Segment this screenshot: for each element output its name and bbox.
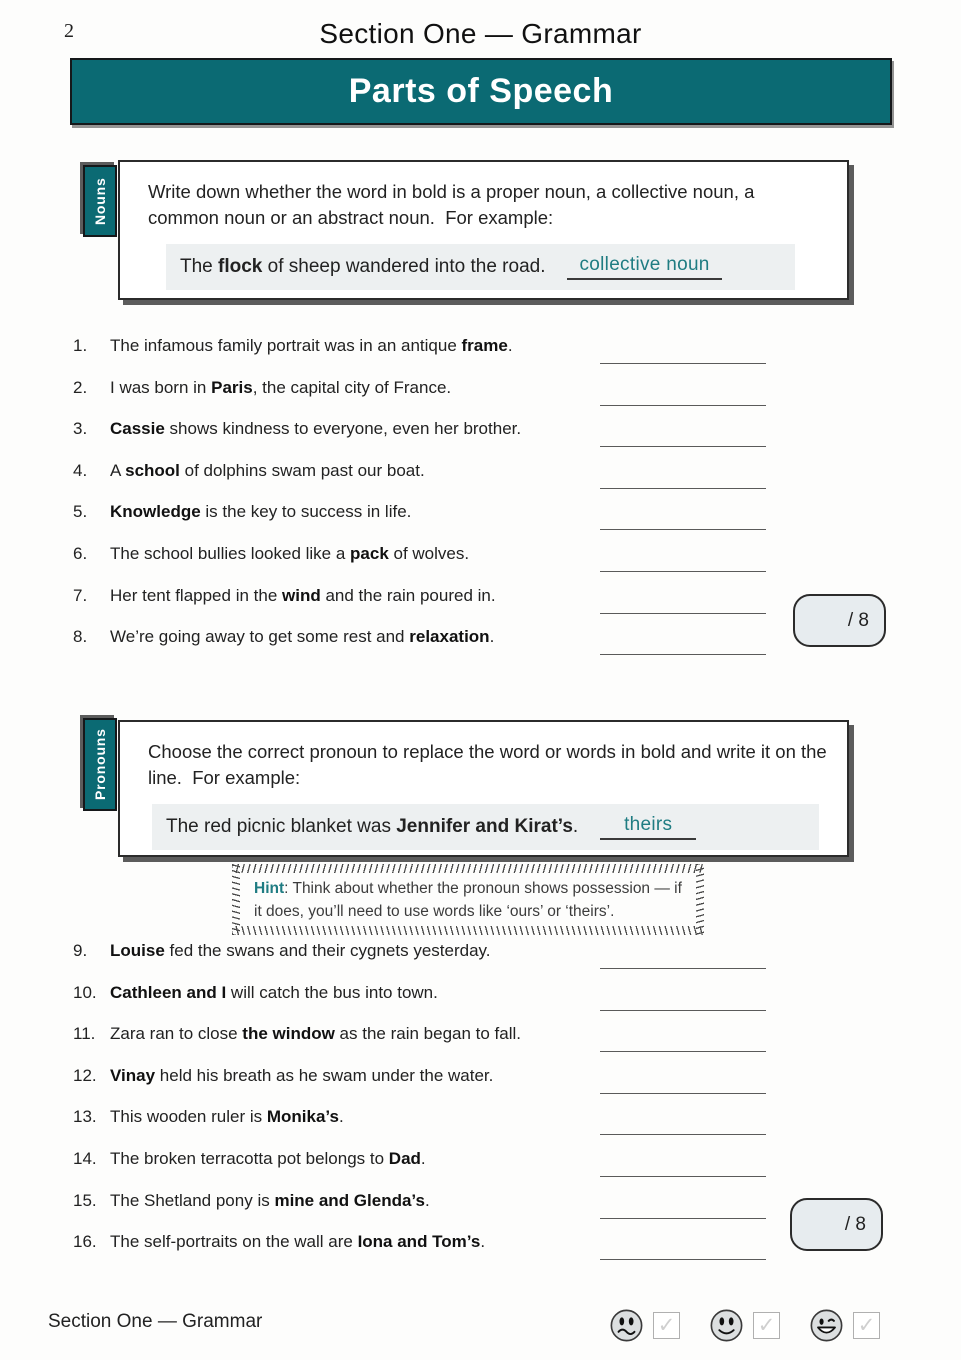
- nouns-instruction-card: [118, 160, 849, 300]
- footer-section-title: Section One — Grammar: [48, 1311, 263, 1332]
- question-text: Cathleen and I will catch the bus into town.: [110, 982, 438, 1002]
- question-text: This wooden ruler is Monika’s.: [110, 1107, 344, 1127]
- question-number: 8.: [73, 627, 88, 647]
- nouns-score-label: / 8: [847, 609, 869, 631]
- question-row-1: [0, 336, 961, 378]
- question-text: A school of dolphins swam past our boat.: [110, 460, 425, 480]
- question-text: The self-portraits on the wall are Iona and Tom’s.: [110, 1232, 486, 1252]
- worried-face-icon: [610, 1309, 643, 1342]
- happy-checkbox[interactable]: ✓: [853, 1312, 880, 1339]
- hint-label: Hint: [254, 880, 285, 897]
- question-number: 4.: [73, 460, 88, 480]
- question-row-12: [0, 1066, 961, 1108]
- answer-blank-line[interactable]: [600, 446, 766, 447]
- pronouns-score-label: / 8: [844, 1213, 866, 1235]
- answer-blank-line[interactable]: [600, 571, 766, 572]
- topic-banner-title: Parts of Speech: [348, 72, 614, 110]
- question-number: 9.: [73, 941, 88, 960]
- question-number: 5.: [73, 502, 88, 522]
- pronouns-instruction-text: Choose the correct pronoun to replace the word or words in bold and write it on the line. For example:: [148, 741, 832, 788]
- answer-blank-line[interactable]: [600, 1176, 766, 1177]
- question-row-13: [0, 1107, 961, 1149]
- question-text: Louise fed the swans and their cygnets yesterday.: [110, 941, 491, 960]
- question-number: 10.: [73, 982, 97, 1002]
- question-number: 15.: [73, 1190, 97, 1210]
- page-number: 2: [64, 20, 74, 42]
- answer-blank-line[interactable]: [600, 1218, 766, 1219]
- question-number: 14.: [73, 1148, 97, 1168]
- nouns-section-tab: Nouns: [83, 165, 117, 237]
- question-row-9: [0, 941, 961, 983]
- nouns-score-box: [793, 594, 886, 647]
- question-text: The school bullies looked like a pack of wolves.: [110, 543, 470, 563]
- nouns-example-sentence: The flock of sheep wandered into the road.: [180, 256, 546, 277]
- question-text: Her tent flapped in the wind and the rain poured in.: [110, 585, 496, 605]
- question-number: 7.: [73, 585, 88, 605]
- hint-text: Hint: Think about whether the pronoun shows possession — if it does, you’ll need to use words like ‘ours’ or ‘theirs’.: [254, 880, 682, 920]
- question-number: 12.: [73, 1065, 97, 1085]
- worried-checkbox[interactable]: ✓: [653, 1312, 680, 1339]
- self-assessment-rating: [610, 1305, 910, 1345]
- question-number: 16.: [73, 1232, 97, 1252]
- hint-box: [232, 864, 704, 935]
- answer-blank-line[interactable]: [600, 1010, 766, 1011]
- answer-blank-line[interactable]: [600, 1093, 766, 1094]
- section-title: Section One — Grammar: [319, 18, 642, 49]
- question-text: Vinay held his breath as he swam under the water.: [110, 1065, 494, 1085]
- answer-blank-line[interactable]: [600, 363, 766, 364]
- question-number: 1.: [73, 336, 88, 355]
- question-number: 2.: [73, 377, 88, 397]
- answer-blank-line[interactable]: [600, 1134, 766, 1135]
- question-row-14: [0, 1149, 961, 1191]
- question-number: 3.: [73, 419, 88, 439]
- question-text: The infamous family portrait was in an antique frame.: [110, 336, 513, 355]
- question-text: We’re going away to get some rest and relaxation.: [110, 627, 495, 647]
- nouns-example-box: [166, 244, 795, 290]
- answer-blank-line[interactable]: [600, 405, 766, 406]
- pronouns-example-sentence: The red picnic blanket was Jennifer and Kirat’s.: [166, 816, 579, 837]
- question-number: 13.: [73, 1107, 97, 1127]
- topic-banner: [70, 58, 892, 125]
- question-row-3: [0, 419, 961, 461]
- answer-blank-line[interactable]: [600, 1051, 766, 1052]
- pronouns-section-tab: Pronouns: [83, 718, 117, 811]
- nouns-instruction-text: Write down whether the word in bold is a proper noun, a collective noun, a common noun or an abstract noun. For example:: [148, 181, 760, 228]
- question-row-4: [0, 461, 961, 503]
- question-text: I was born in Paris, the capital city of France.: [110, 377, 452, 397]
- question-text: Cassie shows kindness to everyone, even her brother.: [110, 419, 522, 439]
- question-text: The Shetland pony is mine and Glenda’s.: [110, 1190, 430, 1210]
- pronouns-instruction-card: [118, 720, 849, 857]
- nouns-example-answer: collective noun: [567, 254, 721, 280]
- answer-blank-line[interactable]: [600, 1259, 766, 1260]
- answer-blank-line[interactable]: [600, 613, 766, 614]
- question-number: 6.: [73, 543, 88, 563]
- answer-blank-line[interactable]: [600, 488, 766, 489]
- pronouns-example-box: [152, 804, 819, 850]
- question-row-5: [0, 502, 961, 544]
- question-text: The broken terracotta pot belongs to Dad.: [110, 1148, 426, 1168]
- question-row-10: [0, 983, 961, 1025]
- pronouns-example-answer: theirs: [600, 814, 696, 840]
- content-face-icon: [710, 1309, 743, 1342]
- question-row-11: [0, 1024, 961, 1066]
- question-number: 11.: [73, 1024, 96, 1044]
- answer-blank-line[interactable]: [600, 968, 766, 969]
- happy-wink-face-icon: [810, 1309, 843, 1342]
- question-row-2: [0, 378, 961, 420]
- question-row-6: [0, 544, 961, 586]
- answer-blank-line[interactable]: [600, 529, 766, 530]
- question-text: Zara ran to close the window as the rain began to fall.: [110, 1024, 522, 1044]
- answer-blank-line[interactable]: [600, 654, 766, 655]
- question-text: Knowledge is the key to success in life.: [110, 502, 412, 522]
- content-checkbox[interactable]: ✓: [753, 1312, 780, 1339]
- pronouns-score-box: [790, 1198, 883, 1251]
